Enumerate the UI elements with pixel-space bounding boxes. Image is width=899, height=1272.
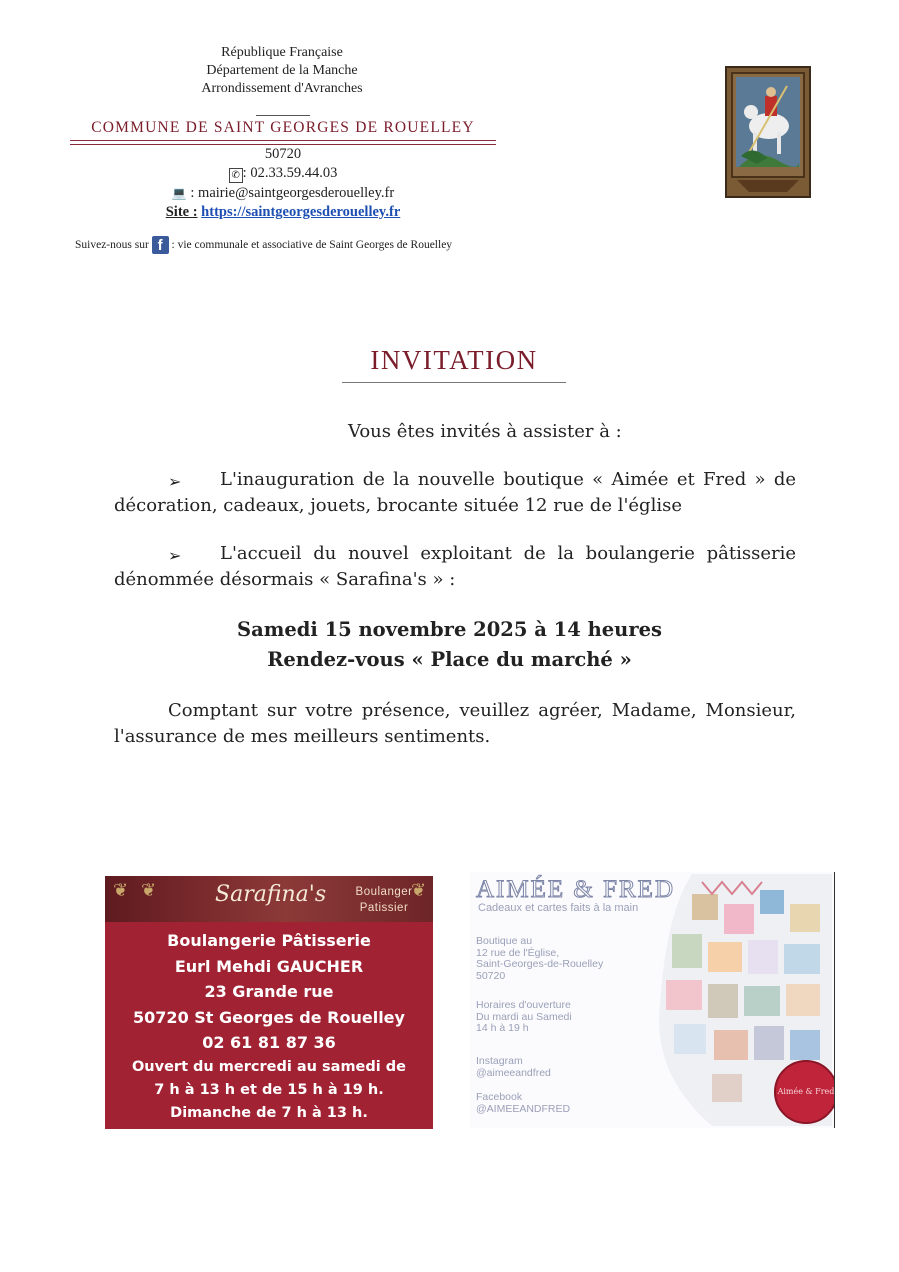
item1-line2: décoration, cadeaux, jouets, brocante située 12 rue de l'église [114, 495, 682, 516]
follow-prefix: Suivez-nous sur [75, 239, 149, 251]
sarafina-phone: 02 61 81 87 36 [202, 1033, 336, 1052]
header-republique: République Française [221, 45, 343, 60]
computer-icon: 💻 [171, 186, 187, 200]
invitation-intro: Vous êtes invités à assister à : [348, 421, 622, 442]
hours-line: Horaires d'ouverture [476, 999, 571, 1011]
aimee-fred-card [470, 872, 835, 1128]
aimee-fred-seal: Aimée & Fred [774, 1060, 835, 1124]
sarafina-sub2: Patissier [359, 902, 409, 914]
sarafina-logo: Sarafina's [215, 882, 327, 907]
invitation-title-underline [342, 382, 566, 383]
sarafina-line: Eurl Mehdi GAUCHER [174, 956, 364, 976]
sarafina-card [105, 876, 433, 1129]
site-row [70, 204, 496, 221]
event-date: Samedi 15 novembre 2025 à 14 heures [236, 618, 662, 641]
address-line: Boutique au [476, 935, 533, 947]
aimee-fred-hours [476, 1000, 572, 1035]
sarafina-hours: Ouvert du mercredi au samedi de [131, 1058, 406, 1075]
item2-line2: dénommée désormais « Sarafina's » : [114, 569, 456, 590]
closing-line1: Comptant sur votre présence, veuillez agréer, Madame, Monsieur, [168, 700, 796, 721]
commune-underline [70, 140, 496, 145]
header-departement: Département de la Manche [206, 63, 358, 78]
wheat-icon: ❦ [411, 880, 427, 901]
wheat-icon: ❦ [113, 880, 129, 901]
header-arrondissement: Arrondissement d'Avranches [201, 81, 363, 96]
bullet-arrow-icon: ➢ [168, 472, 182, 491]
aimee-fred-instagram [476, 1056, 551, 1079]
item2-line1: L'accueil du nouvel exploitant de la boulangerie pâtisserie [220, 543, 796, 564]
wheat-icon: ❦ [141, 880, 157, 901]
aimee-fred-title: AIMÉE & FRED [476, 876, 675, 903]
instagram-handle[interactable]: @aimeeandfred [476, 1066, 551, 1079]
facebook-label: Facebook [476, 1091, 523, 1103]
invitation-title: INVITATION [370, 345, 538, 375]
address-line: Saint-Georges-de-Rouelley [476, 958, 604, 970]
aimee-fred-tagline: Cadeaux et cartes faits à la main [478, 902, 639, 914]
sarafina-line: Boulangerie Pâtisserie [167, 931, 371, 950]
facebook-icon[interactable]: f [152, 236, 169, 254]
sarafina-line: 50720 St Georges de Rouelley [133, 1007, 405, 1027]
sarafina-sub1: Boulanger [355, 886, 413, 898]
sarafina-subtitle [349, 884, 419, 916]
sarafina-hours: 7 h à 13 h et de 15 h à 19 h. [154, 1081, 384, 1098]
aimee-fred-facebook [476, 1092, 570, 1115]
phone-number: : 02.33.59.44.03 [242, 165, 338, 181]
email-address[interactable]: : mairie@saintgeorgesderouelley.fr [190, 185, 395, 201]
site-label: Site : [165, 204, 198, 220]
phone-row [70, 165, 496, 183]
sarafina-line: 23 Grande rue [204, 982, 334, 1001]
saint-george-plaque-image [725, 66, 811, 198]
address-line: 12 rue de l'Église, [476, 946, 560, 959]
follow-row [75, 236, 505, 254]
bullet-arrow-icon: ➢ [168, 546, 182, 565]
site-link[interactable]: https://saintgeorgesderouelley.fr [201, 204, 401, 220]
sarafina-banner [105, 876, 433, 922]
event-place: Rendez-vous « Place du marché » [267, 648, 632, 671]
address-line: 50720 [476, 969, 506, 982]
instagram-label: Instagram [476, 1055, 523, 1067]
sarafina-hours: Dimanche de 7 h à 13 h. [170, 1104, 368, 1121]
commune-name: COMMUNE DE SAINT GEORGES DE ROUELLEY [91, 119, 475, 136]
closing-line2: l'assurance de mes meilleurs sentiments. [114, 726, 491, 747]
hours-line: 14 h à 19 h [476, 1022, 529, 1034]
follow-suffix: : vie communale et associative de Saint Georges de Rouelley [171, 239, 453, 251]
sarafina-details [105, 928, 433, 1125]
facebook-handle[interactable]: @AIMEEANDFRED [476, 1102, 571, 1115]
postcode: 50720 [264, 146, 302, 162]
aimee-fred-address [476, 936, 603, 982]
products-collage-image [652, 874, 835, 1126]
email-row [70, 185, 496, 202]
hours-line: Du mardi au Samedi [476, 1010, 572, 1023]
header-divider [256, 115, 310, 116]
phone-icon: ✆ [229, 168, 243, 183]
item1-line1: L'inauguration de la nouvelle boutique « Aimée et Fred » de [220, 469, 796, 490]
